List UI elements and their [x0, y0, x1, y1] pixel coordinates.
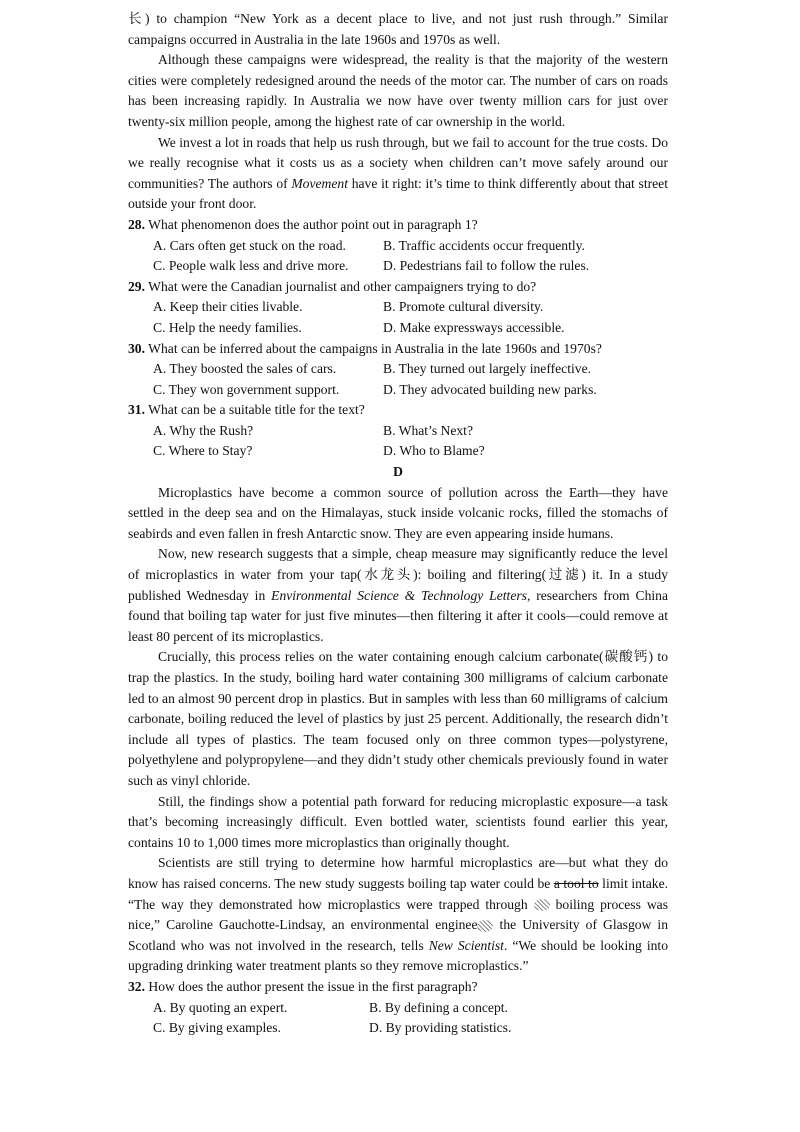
question-text: What were the Canadian journalist and other campaigners trying to do?	[148, 278, 537, 294]
journal-title: Environmental Science & Technology Letters	[271, 587, 527, 603]
book-title: Movement	[291, 175, 348, 191]
option-c[interactable]: C. They won government support.	[153, 381, 340, 397]
ink-blot-icon	[477, 920, 493, 932]
question-number: 30.	[128, 340, 145, 356]
text-span: the University of Glasgow in Scotland who was not involved in the research, tells	[128, 917, 668, 953]
passage-c-paragraph-3	[128, 133, 668, 215]
question-30	[128, 339, 668, 401]
ink-blot-icon	[534, 899, 550, 911]
option-c[interactable]: C. Help the needy families.	[153, 319, 302, 335]
option-d[interactable]: D. Pedestrians fail to follow the rules.	[383, 258, 590, 274]
passage-d-paragraph-4: Still, the findings show a potential path forward for reducing microplastic exposure—a task that’s becoming increasingly difficult. Even bottled water, scientists found earlier this year, contains 10 to 1,000 times more microplastics than originally thought.	[128, 793, 668, 850]
question-text: How does the author present the issue in the first paragraph?	[148, 978, 478, 994]
passage-d-paragraph-2	[128, 544, 668, 647]
question-number: 28.	[128, 216, 145, 232]
option-a[interactable]: A. Cars often get stuck on the road.	[153, 237, 346, 253]
option-d[interactable]: D. Who to Blame?	[383, 443, 485, 459]
passage-c-paragraph-1: 长) to champion “New York as a decent place to live, and not just rush through.” Similar campaigns occurred in Australia in the late 1960s and 1970s as well.	[128, 11, 668, 47]
question-32	[128, 977, 668, 1039]
text-span: Scientists are still trying to determine how harmful microplastics are—but what they do know has raised concerns. The new study suggests boiling tap water could be	[128, 855, 668, 891]
text-span: Now, new research suggests that a simple, cheap measure may significantly reduce the level of microplastics in water from your tap(水龙头): boiling and filtering(过滤) it. In a study published Wednesday in	[128, 546, 668, 603]
option-d[interactable]: D. They advocated building new parks.	[383, 381, 597, 397]
text-span: , researchers from China found that boiling tap water for just five minutes—then filtering it after it cools—could remove at least 80 percent of its microplastics.	[128, 587, 668, 644]
question-text: What can be a suitable title for the text?	[148, 402, 365, 418]
question-text: What phenomenon does the author point out in paragraph 1?	[148, 216, 478, 232]
option-b[interactable]: B. Promote cultural diversity.	[383, 299, 544, 315]
option-c[interactable]: C. Where to Stay?	[153, 443, 253, 459]
question-28	[128, 215, 668, 277]
question-number: 32.	[128, 978, 145, 994]
page-content	[128, 9, 668, 1039]
text-span: have it right: it’s time to think differently about that street outside your front door.	[128, 175, 668, 212]
text-span: . “We should be looking into upgrading drinking water treatment plants so they remove microplastics.”	[128, 937, 668, 974]
text-span: limit intake. “The way they demonstrated how microplastics were trapped through	[128, 875, 668, 912]
magazine-title: New Scientist	[428, 937, 504, 953]
option-b[interactable]: B. What’s Next?	[383, 422, 473, 438]
question-number: 29.	[128, 278, 145, 294]
text-span: We invest a lot in roads that help us rush through, but we fail to account for the true costs. Do we really recognise what it costs us as a society when children can’t move safely around our communities? The authors of	[128, 134, 668, 191]
passage-c-paragraph-2: Although these campaigns were widespread, the reality is that the majority of the western cities were completely redesigned around the needs of the motor car. The number of cars on roads has been increasing rapidly. In Australia we now have over twenty million cars for just over twenty-six million people, among the highest rate of car ownership in the world.	[128, 52, 668, 129]
option-a[interactable]: A. Keep their cities livable.	[153, 299, 303, 315]
passage-d-paragraph-5	[128, 853, 668, 977]
option-d[interactable]: D. Make expressways accessible.	[383, 319, 565, 335]
option-a[interactable]: A. By quoting an expert.	[153, 999, 288, 1015]
option-b[interactable]: B. Traffic accidents occur frequently.	[383, 237, 585, 253]
struck-text: a tool to	[553, 875, 599, 891]
question-31	[128, 400, 668, 462]
question-text: What can be inferred about the campaigns in Australia in the late 1960s and 1970s?	[148, 340, 602, 356]
question-29	[128, 277, 668, 339]
section-heading: D	[393, 464, 403, 480]
option-d[interactable]: D. By providing statistics.	[369, 1020, 512, 1036]
option-b[interactable]: B. By defining a concept.	[369, 999, 508, 1015]
option-a[interactable]: A. Why the Rush?	[153, 422, 254, 438]
passage-d-paragraph-3: Crucially, this process relies on the water containing enough calcium carbonate(碳酸钙) to trap the plastics. In the study, boiling hard water containing 300 milligrams of calcium carbonate led to an almost 90 percent drop in plastics. But in samples with less than 60 milligrams of calcium carbonate, boiling reduced the level of plastics by just 25 percent. Additionally, the research didn’t include all types of plastics. The team focused only on three common types—polystyrene, polyethylene and polypropylene—and they didn’t study other chemicals previously found in water such as vinyl chloride.	[128, 649, 668, 788]
option-a[interactable]: A. They boosted the sales of cars.	[153, 361, 337, 377]
text-span: boiling process was nice,” Caroline Gauchotte-Lindsay, an environmental enginee	[128, 896, 669, 933]
option-b[interactable]: B. They turned out largely ineffective.	[383, 361, 592, 377]
passage-d-paragraph-1: Microplastics have become a common source of pollution across the Earth—they have settled in the deep sea and on the Himalayas, stuck inside volcanic rocks, filled the stomachs of seabirds and even fallen in fresh Antarctic snow. They are even appearing inside humans.	[128, 484, 668, 541]
question-number: 31.	[128, 402, 145, 418]
option-c[interactable]: C. By giving examples.	[153, 1020, 281, 1036]
option-c[interactable]: C. People walk less and drive more.	[153, 258, 349, 274]
